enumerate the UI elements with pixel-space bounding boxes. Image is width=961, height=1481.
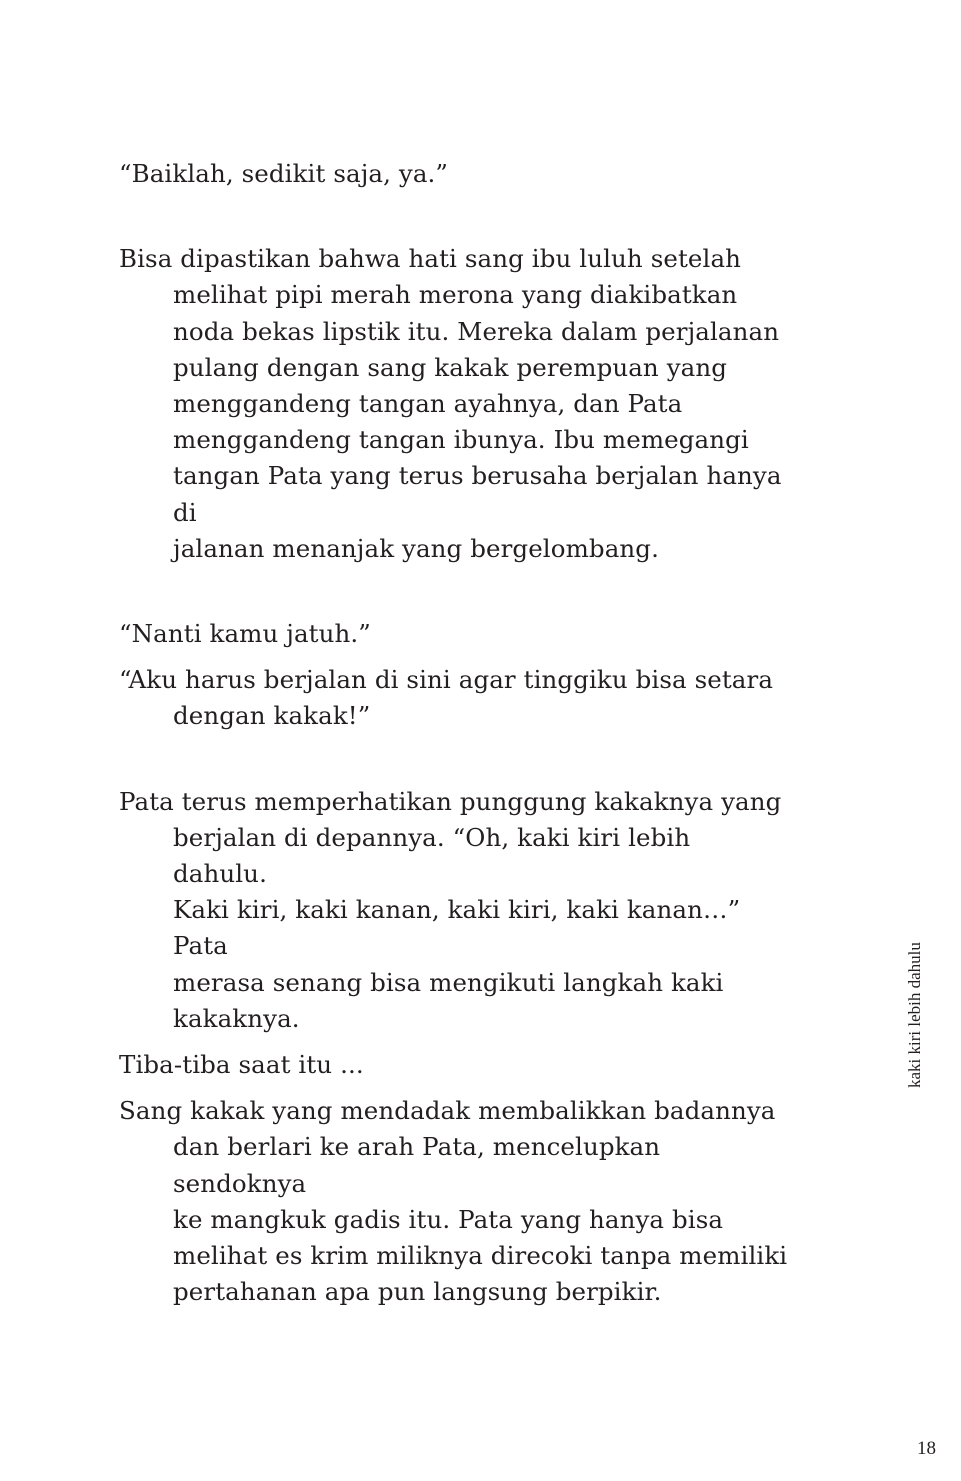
paragraph-narration-sang-kakak: Sang kakak yang mendadak membalikkan badannya dan berlari ke arah Pata, mencelupkan sendoknya ke mangkuk gadis itu. Pata yang hanya bisa melihat es krim miliknya direcoki tanpa memiliki pertahanan apa pun langsung berpikir. (119, 1096, 788, 1307)
paragraph-narration-ibu-luluh: Bisa dipastikan bahwa hati sang ibu luluh setelah melihat pipi merah merona yang diakibatkan noda bekas lipstik itu. Mereka dalam perjalanan pulang dengan sang kakak perempuan yang menggandeng tangan ayahnya, dan Pata menggandeng tangan ibunya. Ibu memegangi tangan Pata yang terus berusaha berjalan hanya di jalanan menanjak yang bergelombang. (119, 244, 782, 563)
running-head: kaki kiri lebih dahulu (905, 942, 924, 1088)
paragraph-narration-punggung-kakak: Pata terus memperhatikan punggung kakaknya yang berjalan di depannya. “Oh, kaki kiri lebih dahulu. Kaki kiri, kaki kanan, kaki kiri, kaki kanan…” Pata merasa senang bisa mengikuti langkah kaki kakaknya. (119, 786, 782, 1033)
paragraph-narration-tiba-tiba: Tiba-tiba saat itu ... (119, 1050, 364, 1080)
body-text (119, 156, 789, 1310)
page-number: 18 (917, 1438, 936, 1459)
paragraph-dialogue-nanti-jatuh: “Nanti kamu jatuh.” (119, 619, 371, 649)
paragraph-dialogue-baiklah: “Baiklah, sedikit saja, ya.” (119, 159, 449, 188)
paragraph-dialogue-aku-harus: “Aku harus berjalan di sini agar tinggiku bisa setara dengan kakak!” (119, 665, 774, 731)
